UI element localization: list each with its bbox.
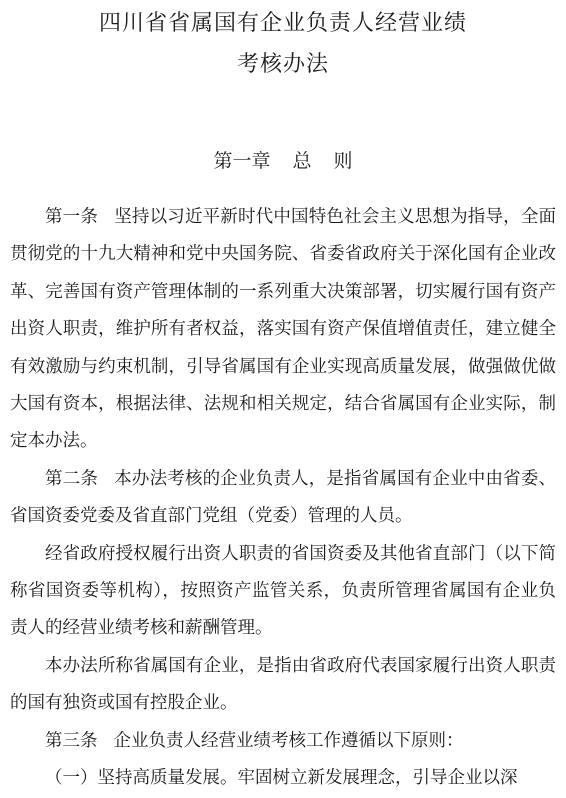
- paragraph-article-2-clause-3: [10, 648, 556, 723]
- paragraph-text: 坚持以习近平新时代中国特色社会主义思想为指导，全面贯彻党的十九大精神和党中央国务院、省委省政府关于深化国有企业改革、完善国有资产管理体制的一系列重大决策部署，切实履行国有资产出资人职责，维护所有者权益，落实国有资产保值增值责任，建立健全有效激励与约束机制，引导省属国有企业实现高质量发展，做强做优做大国有资本，根据法律、法规和相关规定，结合省属国有企业实际，制定本办法。: [10, 207, 557, 452]
- document-body: [10, 199, 556, 798]
- paragraph-text: 企业负责人经营业绩考核工作遵循以下原则：: [113, 730, 464, 751]
- document-title-line-2: 考核办法: [236, 52, 329, 77]
- paragraph-text: （一）坚持高质量发展。牢固树立新发展理念，引导企业以深: [45, 768, 518, 789]
- paragraph-article-3-item-1: [10, 760, 556, 797]
- chapter-label: 第一章: [213, 150, 271, 172]
- article-number: 第一条: [45, 207, 99, 227]
- chapter-title-part-2: 则: [333, 150, 353, 172]
- paragraph-text: 本办法所称省属国有企业，是指由省政府代表国家履行出资人职责的国有独资或国有控股企业。: [10, 655, 556, 714]
- paragraph-text: 经省政府授权履行出资人职责的省国资委及其他省直部门（以下简称省国资委等机构），按照资产监管关系，负责所管理省属国有企业负责人的经营业绩考核和薪酬管理。: [10, 543, 556, 639]
- article-number: 第二条: [45, 468, 99, 489]
- paragraph-article-3: [10, 723, 556, 760]
- document-title-line-1: 四川省省属国有企业负责人经营业绩: [98, 11, 467, 36]
- chapter-title-part-1: 总: [292, 150, 312, 172]
- paragraph-article-2-clause-2: [10, 536, 556, 648]
- article-number: 第三条: [45, 730, 98, 751]
- paragraph-article-1: [10, 199, 556, 461]
- paragraph-article-2: [10, 461, 556, 536]
- chapter-heading: [0, 146, 566, 173]
- paragraph-text: 本办法考核的企业负责人，是指省属国有企业中由省委、省国资委党委及省直部门党组（党委）管理的人员。: [10, 468, 557, 527]
